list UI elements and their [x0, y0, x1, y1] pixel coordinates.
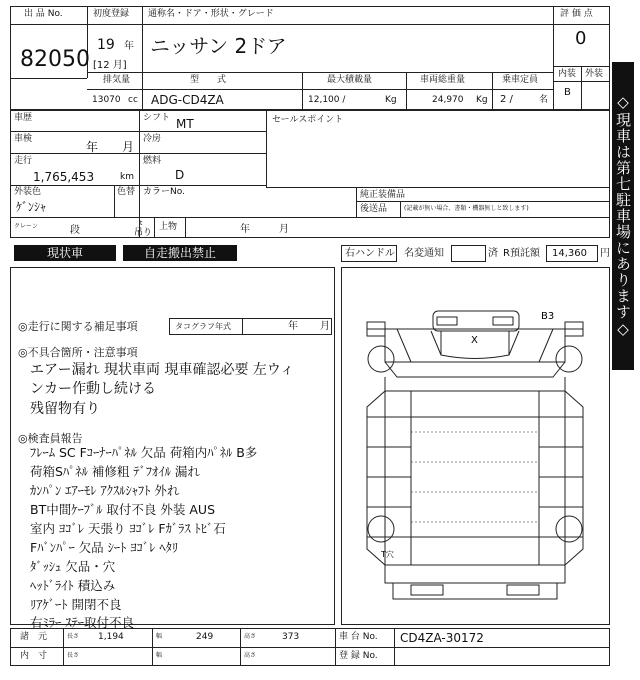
defects-title: ◎不具合箇所・注意事項: [18, 346, 138, 359]
self-drive-prohibited-badge: 自走搬出禁止: [123, 245, 237, 261]
inner-length-label: 長さ: [67, 652, 80, 659]
inspector-title: ◎検査員報告: [18, 432, 83, 445]
inspector-line-3: ｶﾝﾊﾟﾝ ｴｱｰﾓﾚ ｱｸｽﾙｼｬﾌﾄ 外れ: [30, 483, 180, 498]
inspector-line-4: BT中間ｹｰﾌﾞﾙ 取付不良 外装 AUS: [30, 502, 216, 517]
model-value: ADG-CD4ZA: [151, 93, 224, 107]
gross-weight-value: 24,970: [432, 95, 464, 105]
inspection-label: 車検: [14, 134, 33, 144]
inspector-line-8: ﾍｯﾄﾞﾗｲﾄ 積込み: [30, 578, 116, 593]
ext-color-value: ｹﾞﾝｼｬ: [16, 200, 47, 214]
crane-stage: 段: [70, 225, 80, 236]
mileage-label: 走行: [14, 156, 33, 166]
crane-hang: 吊り: [134, 228, 153, 238]
mileage-unit: km: [120, 172, 134, 182]
lot-label: 出 品 No.: [24, 9, 63, 19]
driving-title: ◎走行に関する補足事項: [18, 320, 138, 333]
height-value: 373: [282, 632, 300, 642]
chassis-label: 車 台 No.: [339, 632, 378, 642]
as-is-badge: 現状車: [14, 245, 116, 261]
crane-label: クレーン: [14, 223, 38, 230]
capacity-value: 2 /: [500, 94, 513, 105]
length-label: 長さ: [67, 633, 80, 640]
defects-line-1: エアー漏れ 現状車両 現車確認必要 左ウィ: [30, 362, 295, 378]
crane-ton: t: [140, 220, 143, 227]
year-value: 19: [97, 37, 115, 53]
inspector-line-6: Fﾊﾞﾝﾊﾟｰ 欠品 ｼｰﾄ ﾖｺﾞﾚ ﾍﾀﾘ: [30, 540, 179, 555]
color-no-label: カラーNo.: [143, 187, 185, 197]
displacement-value: 13070: [92, 95, 121, 105]
shift-value: MT: [176, 117, 194, 131]
gross-weight-label: 車両総重量: [420, 75, 466, 85]
height-label: 高さ: [244, 633, 257, 640]
dims-label: 諸 元: [20, 632, 48, 642]
year-unit: 年: [124, 41, 134, 52]
length-value: 1,194: [98, 632, 124, 642]
tacho-year: 年: [288, 321, 298, 332]
inspector-line-1: ﾌﾚｰﾑ SC Fｺｰﾅｰﾊﾟﾈﾙ 欠品 荷箱内ﾊﾟﾈﾙ B多: [30, 445, 258, 460]
defects-line-3: 残留物有り: [30, 401, 100, 417]
month-value: [12 月]: [93, 60, 127, 71]
fuel-label: 燃料: [143, 156, 162, 166]
mileage-value: 1,765,453: [33, 170, 95, 184]
rating-label: 評 価 点: [560, 9, 593, 19]
reg-label: 登 録 No.: [339, 651, 378, 661]
recycle-deposit-label: R預託額: [503, 248, 540, 259]
truck-diagram: [341, 267, 610, 625]
ac-label: 冷房: [143, 134, 162, 144]
damage-mark-x: X: [471, 335, 478, 346]
recycle-deposit-unit: 円: [600, 248, 610, 259]
width-value: 249: [196, 632, 214, 642]
damage-mark-t-hole: T穴: [381, 550, 394, 559]
ext-color-label: 外装色: [14, 187, 42, 197]
inner-height-label: 高さ: [244, 652, 257, 659]
details-grid: [10, 110, 610, 238]
model-label: 型 式: [190, 75, 227, 85]
interior-value: B: [564, 87, 571, 98]
chassis-value: CD4ZA-30172: [400, 631, 484, 645]
lot-number: 82050: [20, 47, 90, 72]
name-change-check: [451, 245, 486, 262]
interior-label: 内装: [558, 69, 577, 79]
name-change-label: 名変通知: [404, 248, 444, 259]
inspector-line-2: 荷箱Sﾊﾟﾈﾙ 補修粗 ﾃﾞﾌｵｲﾙ 漏れ: [30, 464, 200, 479]
damage-mark-b3: B3: [541, 311, 555, 322]
rating-value: 0: [575, 28, 587, 49]
max-load-unit: Kg: [385, 95, 397, 105]
exterior-label: 外装: [585, 69, 604, 79]
car-name-label: 通称名・ドア・形状・グレード: [148, 9, 274, 19]
inspector-line-5: 室内 ﾖｺﾞﾚ 天張り ﾖｺﾞﾚ Fｶﾞﾗｽ ﾄﾋﾞ石: [30, 521, 226, 536]
displacement-unit: cc: [128, 95, 138, 105]
upper-month: 月: [279, 224, 289, 235]
history-label: 車歴: [14, 113, 33, 123]
aftermarket-note: (記載が無い場合、書類・機器無しと致します): [404, 205, 529, 212]
inspection-month: 月: [122, 140, 135, 154]
tacho-label: タコグラフ年式: [175, 322, 231, 331]
gross-weight-unit: Kg: [476, 95, 488, 105]
rhd-label: 右ハンドル: [345, 248, 395, 259]
capacity-unit: 名: [539, 95, 549, 105]
car-name: ニッサン 2ドア: [150, 34, 287, 58]
inspector-line-9: ﾘｱｹﾞｰﾄ 開閉不良: [30, 597, 122, 612]
sales-point-label: セールスポイント: [272, 115, 344, 125]
upper-year: 年: [240, 224, 250, 235]
displacement-label: 排気量: [103, 75, 131, 85]
max-load-value: 12,100 /: [308, 95, 346, 105]
recycle-deposit-value: 14,360: [552, 248, 587, 259]
shift-label: シフト: [143, 113, 171, 123]
first-reg-label: 初度登録: [93, 9, 130, 19]
recycle-label: 済: [488, 248, 498, 259]
tacho-month: 月: [320, 321, 330, 332]
inspector-line-7: ﾀﾞｯｼｭ 欠品・穴: [30, 559, 116, 574]
inspection-year: 年: [86, 140, 99, 154]
genuine-equip-label: 純正装備品: [360, 190, 406, 200]
aftermarket-label: 後送品: [360, 204, 388, 214]
width-label: 幅: [156, 633, 163, 640]
inner-width-label: 幅: [156, 652, 163, 659]
defects-line-2: ンカー作動し続ける: [30, 381, 156, 397]
capacity-label: 乗車定員: [502, 75, 539, 85]
upper-label: 上物: [159, 222, 178, 232]
inner-label: 内 寸: [20, 651, 48, 661]
parking-location-banner: ◇現車は第七駐車場にあります◇: [612, 62, 634, 370]
inspector-line-10: 右ﾐﾗｰ ｽﾃｰ取付不良: [30, 615, 134, 630]
color-change-label: 色替: [117, 187, 136, 197]
max-load-label: 最大積載量: [327, 75, 373, 85]
fuel-value: D: [175, 168, 185, 182]
